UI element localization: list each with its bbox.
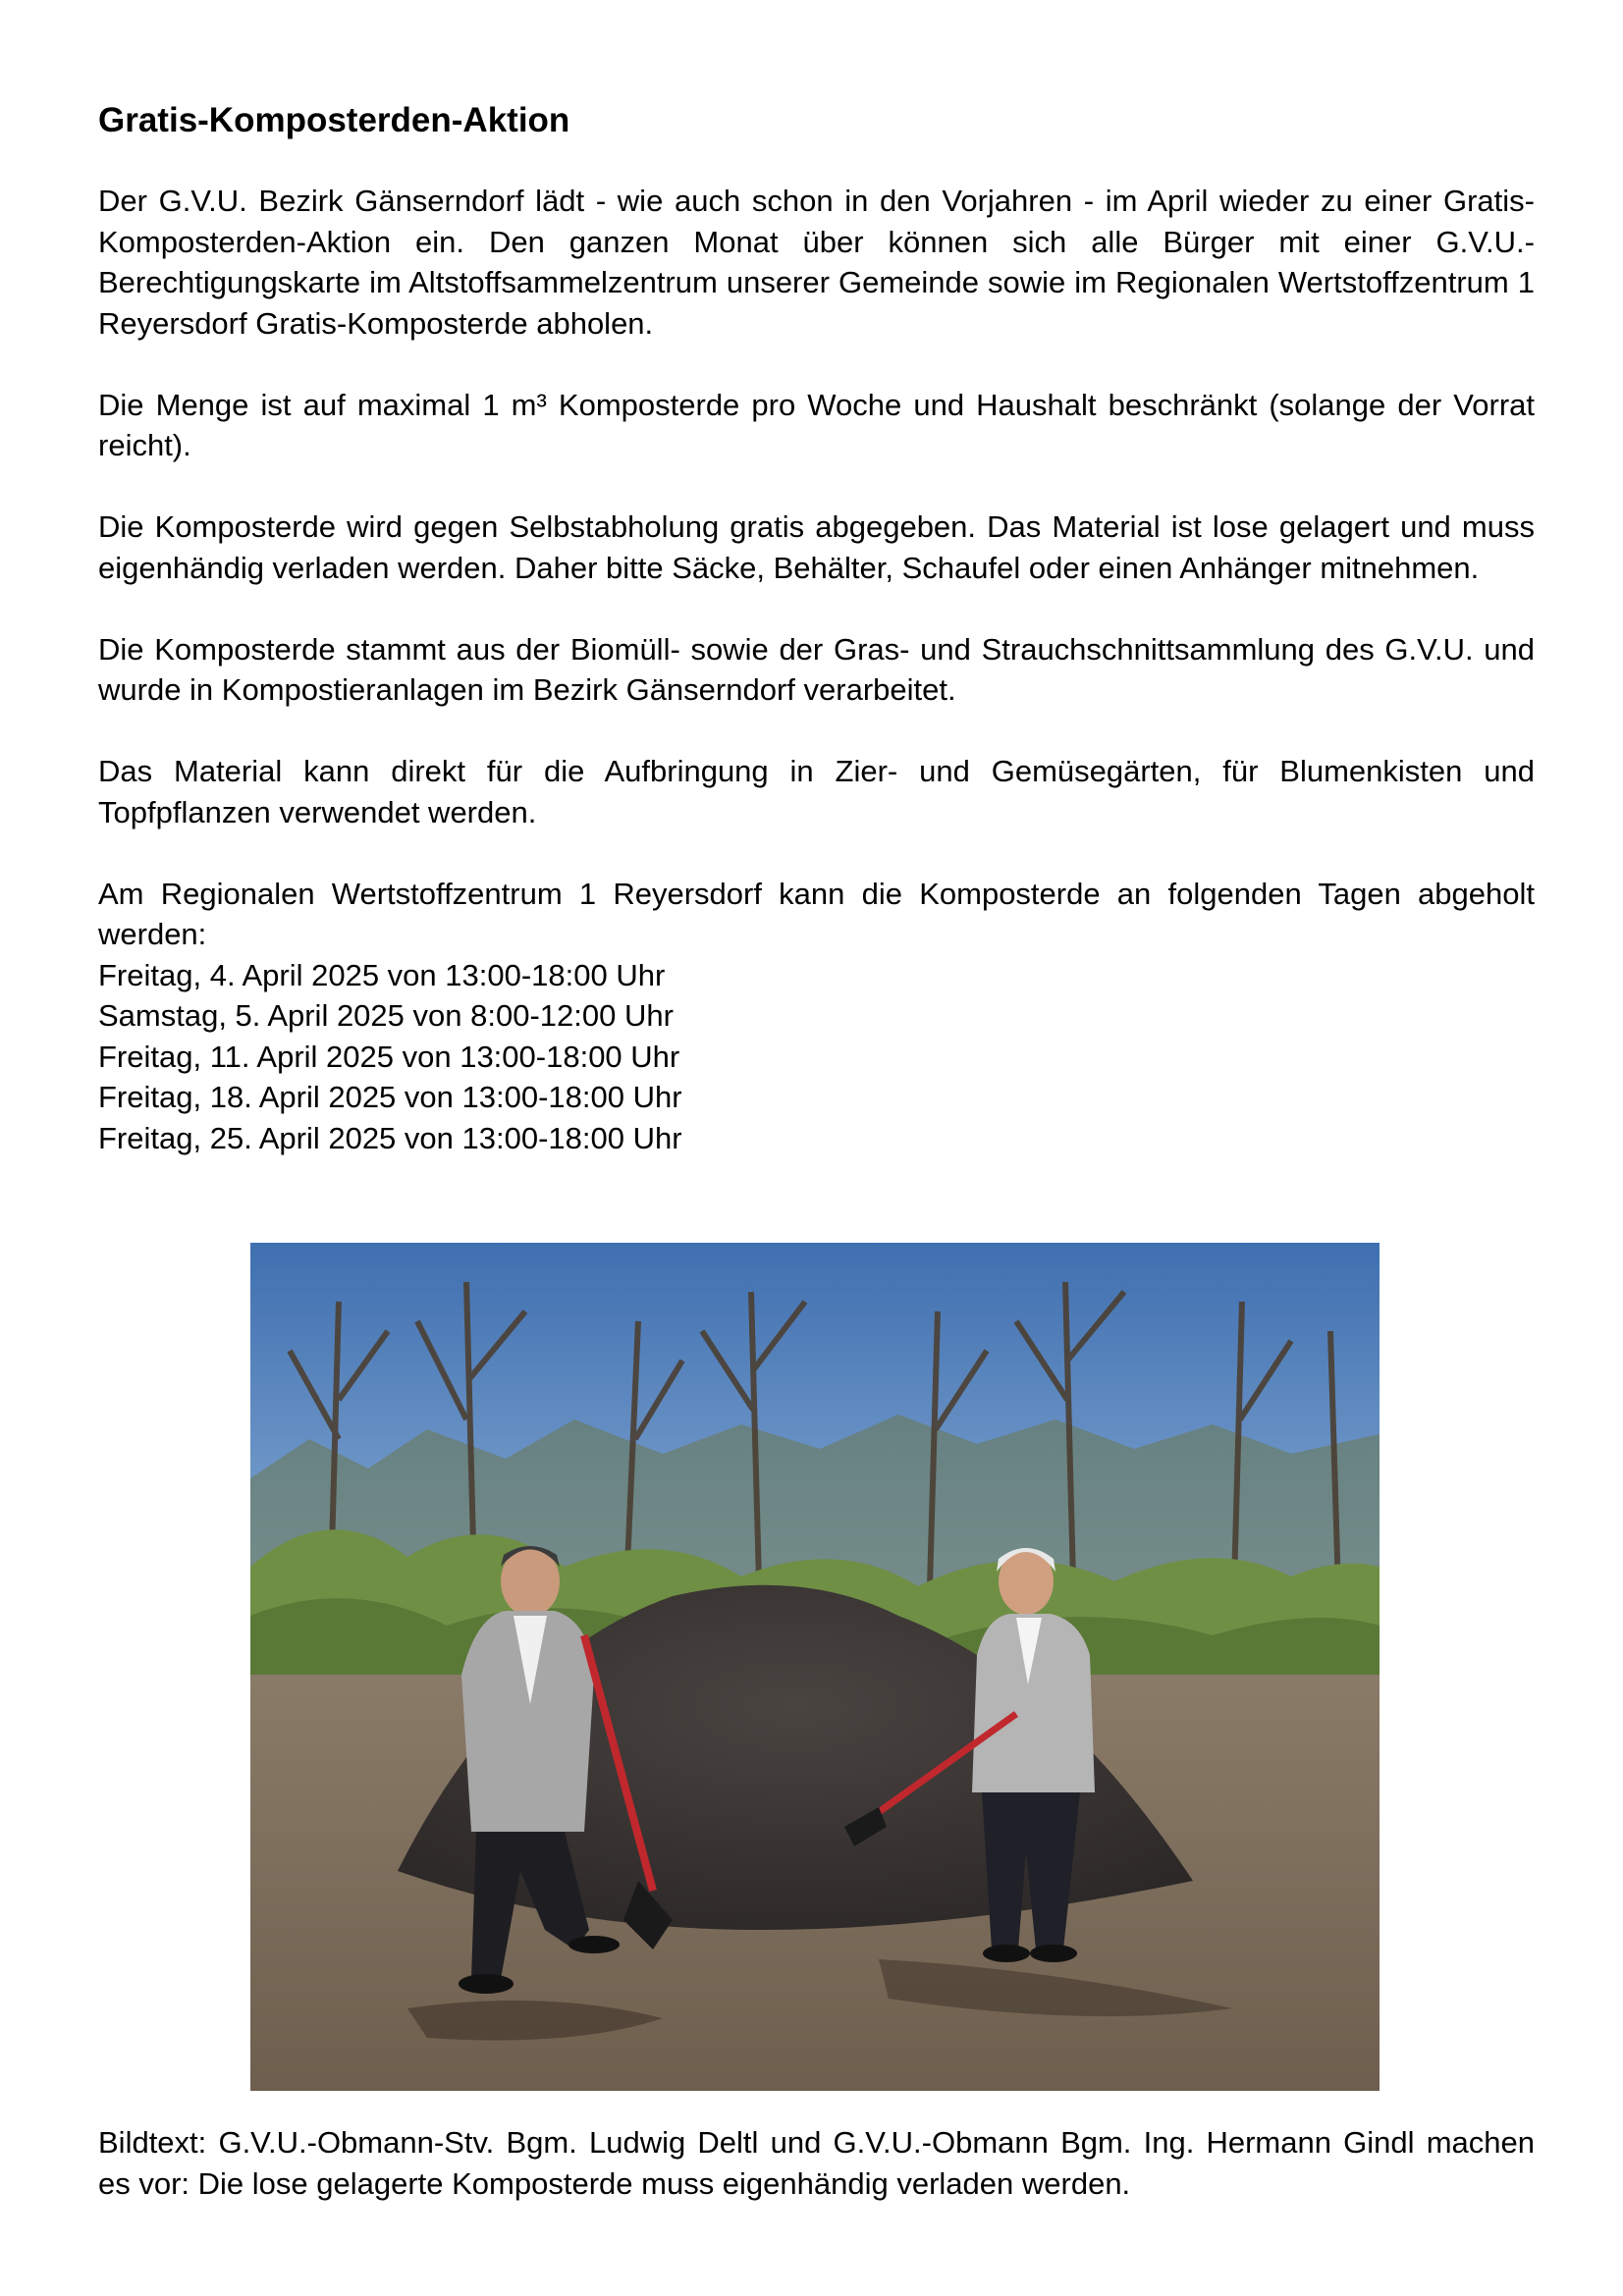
schedule-date: Freitag, 25. April 2025 von 13:00-18:00 Uhr (98, 1120, 682, 1155)
schedule-date: Freitag, 4. April 2025 von 13:00-18:00 Uhr (98, 957, 666, 992)
schedule-date: Freitag, 11. April 2025 von 13:00-18:00 Uhr (98, 1039, 680, 1074)
schedule-block (98, 874, 1535, 1159)
paragraph-usage: Das Material kann direkt für die Aufbringung in Zier- und Gemüsegärten, für Blumenkisten und Topfpflanzen verwendet werden. (98, 754, 1535, 829)
photo-caption: Bildtext: G.V.U.-Obmann-Stv. Bgm. Ludwig Deltl und G.V.U.-Obmann Bgm. Ing. Hermann Gindl machen es vor: Die lose gelagerte Komposterde muss eigenhändig verladen werden. (98, 2125, 1535, 2201)
photo-compost-shoveling (250, 1243, 1380, 2091)
schedule-date: Freitag, 18. April 2025 von 13:00-18:00 Uhr (98, 1080, 682, 1114)
page-title: Gratis-Komposterden-Aktion (98, 101, 570, 139)
paragraph-origin: Die Komposterde stammt aus der Biomüll- sowie der Gras- und Strauchschnittsammlung des G.V.U. und wurde in Kompostieranlagen im Bezirk Gänserndorf verarbeitet. (98, 631, 1535, 707)
schedule-date: Samstag, 5. April 2025 von 8:00-12:00 Uhr (98, 998, 674, 1033)
document-body (98, 98, 1535, 1158)
paragraph-intro: Der G.V.U. Bezirk Gänserndorf lädt - wie auch schon in den Vorjahren - im April wieder zu einer Gratis-Komposterden-Aktion ein. Den ganzen Monat über können sich alle Bürger mit einer G.V.U.-Berechtigungskarte im Altstoffsammelzentrum unserer Gemeinde sowie im Regionalen Wertstoffzentrum 1 Reyersdorf Gratis-Komposterde abholen. (98, 184, 1535, 341)
paragraph-quantity: Die Menge ist auf maximal 1 m³ Komposterde pro Woche und Haushalt beschränkt (solange der Vorrat reicht). (98, 387, 1535, 462)
schedule-intro: Am Regionalen Wertstoffzentrum 1 Reyersdorf kann die Komposterde an folgenden Tagen abgeholt werden: (98, 876, 1535, 951)
paragraph-pickup: Die Komposterde wird gegen Selbstabholung gratis abgegeben. Das Material ist lose gelagert und muss eigenhändig verladen werden. Daher bitte Säcke, Behälter, Schaufel oder einen Anhänger mitnehmen. (98, 509, 1535, 585)
